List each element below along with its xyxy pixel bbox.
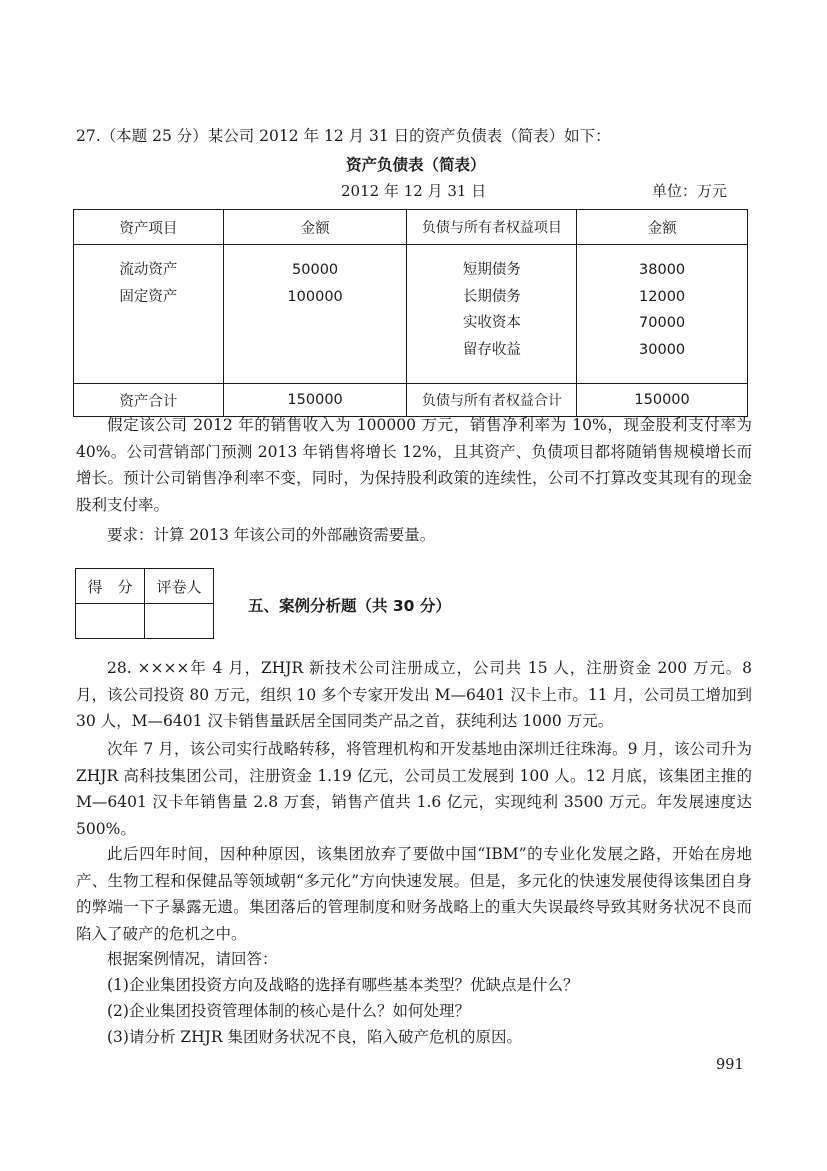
q27-requirement: 要求：计算 2013 年该公司的外部融资需要量。 [107, 526, 436, 544]
q28-paragraph-4: 根据案例情况，请回答： [107, 950, 278, 968]
liability-amount: 30000 [639, 341, 686, 358]
liability-item: 长期债务 [462, 288, 521, 305]
total-assets-amount: 150000 [223, 384, 407, 417]
table-title: 资产负债表（简表） [346, 156, 486, 174]
q28-question-2: (2)企业集团投资管理体制的核心是什么？如何处理？ [107, 1002, 470, 1020]
table-body-row [74, 245, 748, 384]
score-box [75, 568, 214, 639]
table-unit: 单位：万元 [652, 182, 728, 200]
total-assets-label: 资产合计 [74, 384, 224, 417]
header-amount-2: 金额 [577, 210, 748, 245]
asset-item: 固定资产 [119, 288, 178, 305]
asset-item: 流动资产 [119, 262, 178, 278]
balance-sheet-table [73, 209, 748, 417]
grader-input-cell [145, 604, 214, 639]
page-number: 991 [716, 1057, 744, 1073]
q28-paragraph-1: 28. ××××年 4 月，ZHJR 新技术公司注册成立，公司共 15 人，注册资金 200 万元。8 月，该公司投资 80 万元，组织 10 多个专家开发出 M—6401 汉卡上市。11 月，公司员工增加到 30 人，M—6401 汉卡销售量跃居全国同类产品之首，获纯利达 1000 万元。 [76, 659, 752, 730]
liability-item: 实收资本 [462, 315, 521, 331]
header-liability-item: 负债与所有者权益项目 [407, 210, 577, 245]
total-liabilities-amount: 150000 [577, 384, 748, 417]
asset-amount: 50000 [292, 262, 339, 278]
score-label: 得 分 [76, 569, 145, 604]
q27-paragraph: 假定该公司 2012 年的销售收入为 100000 万元，销售净利率为 10%，现金股利支付率为 40%。公司营销部门预测 2013 年销售将增长 12%，且其资产、负债项目都将随销售规模增长而增长。预计公司销售净利率不变，同时，为保持股利政策的连续性，公司不打算改变其现有的现金股利支付率。 [76, 416, 752, 514]
liability-amount: 12000 [639, 288, 686, 305]
q28-paragraph-3: 此后四年时间，因种种原因，该集团放弃了要做中国“IBM”的专业化发展之路，开始在房地产、生物工程和保健品等领域朝“多元化”方向快速发展。但是，多元化的快速发展使得该集团自身的弊端一下子暴露无遗。集团落后的管理制度和财务战略上的重大失误最终导致其财务状况不良而陷入了破产的危机之中。 [76, 845, 752, 943]
liability-amount: 38000 [639, 262, 686, 278]
liability-items-cell [407, 245, 577, 384]
q28-question-1: (1)企业集团投资方向及战略的选择有哪些基本类型？优缺点是什么？ [107, 976, 579, 994]
liability-item: 短期债务 [462, 262, 521, 278]
score-input-cell [76, 604, 145, 639]
liability-amount: 70000 [639, 315, 686, 331]
q28-paragraph-2: 次年 7 月，该公司实行战略转移，将管理机构和开发基地由深圳迁往珠海。9 月，该公司升为 ZHJR 高科技集团公司，注册资金 1.19 亿元，公司员工发展到 100 人。12 月底，该集团主推的 M—6401 汉卡年销售量 2.8 万套，销售产值共 1.6 亿元，实现纯利 3500 万元。年发展速度达 500%。 [76, 740, 752, 838]
header-amount-1: 金额 [223, 210, 407, 245]
q27-intro: 27.（本题 25 分）某公司 2012 年 12 月 31 日的资产负债表（简表）如下： [76, 127, 611, 145]
q28-question-3: (3)请分析 ZHJR 集团财务状况不良，陷入破产危机的原因。 [107, 1028, 522, 1046]
grader-label: 评卷人 [145, 569, 214, 604]
section-5-title: 五、案例分析题（共 30 分） [248, 597, 451, 615]
liability-item: 留存收益 [462, 341, 521, 358]
asset-amounts-cell [223, 245, 407, 384]
liability-amounts-cell [577, 245, 748, 384]
header-asset-item: 资产项目 [74, 210, 224, 245]
table-header-row [74, 210, 748, 245]
asset-items-cell [74, 245, 224, 384]
total-liabilities-label: 负债与所有者权益合计 [407, 384, 577, 417]
asset-amount: 100000 [287, 288, 343, 305]
table-date: 2012 年 12 月 31 日 [341, 182, 487, 200]
